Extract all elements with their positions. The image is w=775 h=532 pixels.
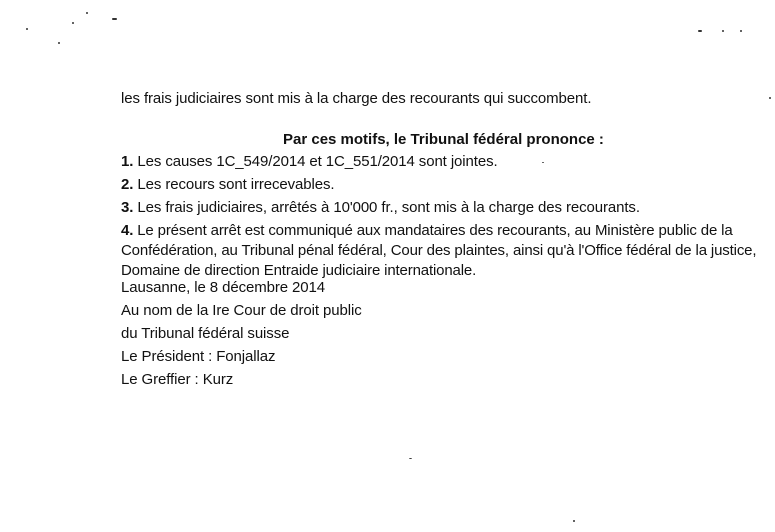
scan-speck	[58, 42, 60, 44]
item-number: 3.	[121, 199, 134, 216]
scan-speck	[26, 28, 28, 30]
place-date: Lausanne, le 8 décembre 2014	[121, 279, 326, 296]
item-text: Les recours sont irrecevables.	[133, 176, 335, 193]
decision-item-3	[121, 198, 640, 218]
scan-speck	[409, 458, 412, 459]
item-text: Les causes 1C_549/2014 et 1C_551/2014 sont jointes.	[133, 153, 498, 170]
president-line: Le Président : Fonjallaz	[121, 348, 276, 365]
item-number: 4.	[121, 222, 134, 239]
scan-speck	[542, 162, 544, 163]
scan-speck	[740, 30, 742, 32]
decision-heading: Par ces motifs, le Tribunal fédéral prononce :	[283, 131, 604, 148]
decision-item-1	[121, 152, 498, 172]
item-text: Le présent arrêt est communiqué aux mandataires des recourants, au Ministère public de la Confédération, au Tribunal pénal fédéral, Cour des plaintes, ainsi qu'à l'Office fédéral de la justice, Domaine de direction Entraide judiciaire internationale.	[121, 222, 757, 279]
item-number: 2.	[121, 176, 134, 193]
scan-speck	[769, 97, 771, 99]
clerk-line: Le Greffier : Kurz	[121, 371, 234, 388]
item-text: Les frais judiciaires, arrêtés à 10'000 fr., sont mis à la charge des recourants.	[133, 199, 640, 216]
decision-item-4	[121, 221, 773, 281]
scan-speck	[698, 30, 702, 32]
intro-line: les frais judiciaires sont mis à la charge des recourants qui succombent.	[121, 90, 592, 107]
scan-speck	[722, 30, 724, 32]
court-line-1: Au nom de la Ire Cour de droit public	[121, 302, 362, 319]
scan-speck	[112, 18, 117, 20]
scan-speck	[72, 22, 74, 24]
decision-item-2	[121, 175, 334, 195]
scan-speck	[86, 12, 88, 14]
item-number: 1.	[121, 153, 134, 170]
scan-speck	[573, 520, 575, 522]
court-line-2: du Tribunal fédéral suisse	[121, 325, 290, 342]
